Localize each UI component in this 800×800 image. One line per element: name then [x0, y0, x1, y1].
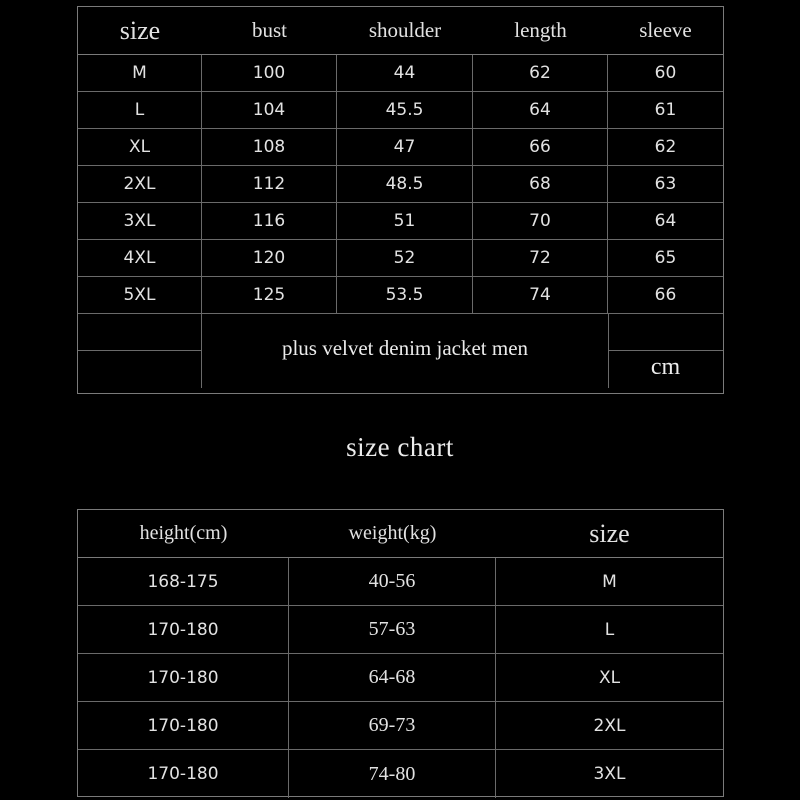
shoulder-cell: 51 [337, 203, 473, 239]
header-height: height(cm) [139, 522, 228, 544]
fit-size-cell: L [604, 619, 615, 640]
table-row [78, 606, 723, 654]
weight-cell: 69-73 [289, 702, 496, 749]
header-length: length [514, 18, 567, 42]
size-cell: 2XL [78, 166, 202, 202]
header-sleeve: sleeve [639, 18, 692, 42]
size-measurement-table [77, 6, 724, 394]
height-cell: 170-180 [78, 606, 289, 653]
bust-cell: 116 [202, 203, 337, 239]
unit-label: cm [650, 354, 681, 380]
sleeve-cell: 60 [654, 63, 677, 83]
shoulder-cell: 44 [337, 55, 473, 91]
product-name: plus velvet denim jacket men [281, 336, 529, 360]
shoulder-cell: 45.5 [337, 92, 473, 128]
sleeve-cell: 61 [654, 100, 677, 120]
weight-cell: 57-63 [289, 606, 496, 653]
header-size: size [119, 15, 161, 45]
size-cell: XL [78, 129, 202, 165]
weight-cell: 64-68 [289, 654, 496, 701]
length-cell: 74 [473, 277, 608, 313]
sleeve-cell: 66 [654, 285, 677, 305]
shoulder-cell: 47 [337, 129, 473, 165]
shoulder-cell: 52 [337, 240, 473, 276]
fit-table-header-row [78, 510, 723, 558]
size-cell: M [78, 55, 202, 91]
table-row [78, 92, 723, 129]
fit-size-cell: 3XL [593, 764, 626, 784]
size-cell: 5XL [78, 277, 202, 313]
length-cell: 68 [473, 166, 608, 202]
sleeve-cell: 64 [654, 211, 677, 231]
weight-cell: 40-56 [289, 558, 496, 605]
chart-title: size chart [346, 432, 454, 462]
shoulder-cell: 48.5 [337, 166, 473, 202]
bust-cell: 104 [202, 92, 337, 128]
height-weight-fit-table [77, 509, 724, 797]
height-cell: 168-175 [78, 558, 289, 605]
table-row [78, 203, 723, 240]
fit-size-cell: 2XL [593, 715, 626, 736]
sleeve-cell: 65 [654, 248, 677, 268]
length-cell: 70 [473, 203, 608, 239]
sleeve-cell: 62 [654, 137, 677, 157]
size-table-footer [78, 314, 723, 388]
weight-cell: 74-80 [289, 750, 496, 798]
shoulder-cell: 53.5 [337, 277, 473, 313]
height-cell: 170-180 [78, 702, 289, 749]
fit-size-cell: XL [598, 667, 621, 688]
bust-cell: 100 [202, 55, 337, 91]
length-cell: 64 [473, 92, 608, 128]
size-cell: L [78, 92, 202, 128]
table-row [78, 240, 723, 277]
length-cell: 66 [473, 129, 608, 165]
footer-empty-cell-left [78, 314, 202, 388]
table-row [78, 55, 723, 92]
length-cell: 72 [473, 240, 608, 276]
table-row [78, 558, 723, 606]
table-row [78, 277, 723, 314]
table-row [78, 166, 723, 203]
bust-cell: 108 [202, 129, 337, 165]
length-cell: 62 [473, 55, 608, 91]
header-fit-size: size [589, 518, 630, 548]
header-bust: bust [251, 18, 287, 42]
bust-cell: 120 [202, 240, 337, 276]
fit-size-cell: M [602, 571, 617, 592]
table-row [78, 654, 723, 702]
size-table-header-row [78, 7, 723, 55]
table-row [78, 750, 723, 798]
table-row [78, 129, 723, 166]
table-row [78, 702, 723, 750]
bust-cell: 112 [202, 166, 337, 202]
height-cell: 170-180 [78, 654, 289, 701]
header-shoulder: shoulder [368, 18, 442, 42]
header-weight: weight(kg) [348, 522, 437, 544]
bust-cell: 125 [202, 277, 337, 313]
size-cell: 3XL [78, 203, 202, 239]
sleeve-cell: 63 [654, 174, 677, 194]
size-cell: 4XL [78, 240, 202, 276]
height-cell: 170-180 [78, 750, 289, 798]
